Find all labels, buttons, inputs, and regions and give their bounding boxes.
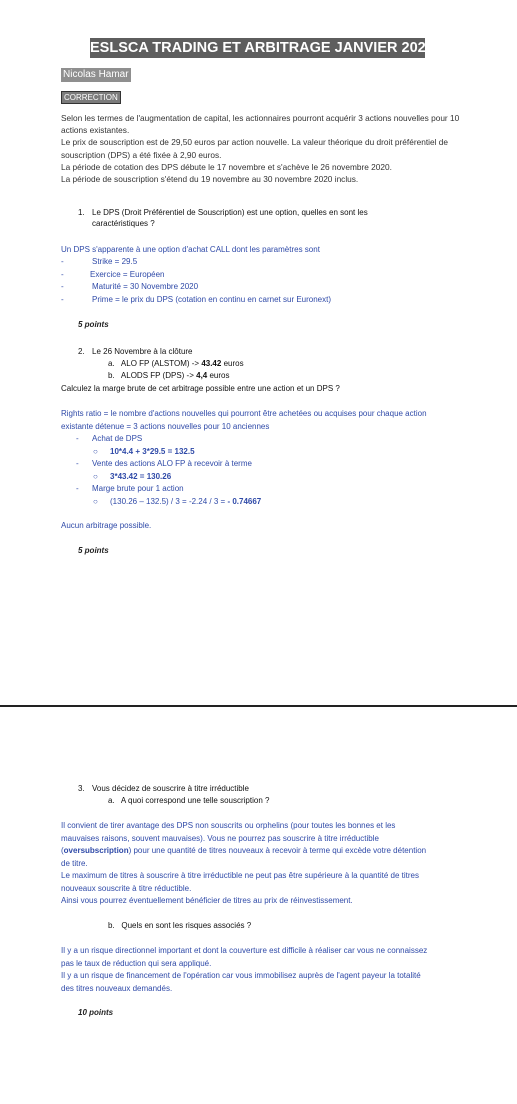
q1-number: 1. [78,208,85,217]
step-label: - Marge brute pour 1 action [76,484,184,493]
q3-text: Vous décidez de souscrire à titre irréductible [92,784,249,793]
param-item: - Maturité = 30 Novembre 2020 [61,282,199,291]
answer-text: Il convient de tirer avantage des DPS non souscrits ou orphelins (pour toutes les bonnes et les mauvaises raisons, souvent mauvaises). Vous ne pourrez pas souscrire à titre irréductible ( [61,821,396,855]
sub-a-value: 43.42 [201,359,222,368]
q2-number: 2. [78,347,85,356]
q3-b-answer [61,945,431,995]
answer-paragraph: Ainsi vous pourrez éventuellement bénéficier de titres au prix de réinvestissement. [61,896,353,905]
answer-emphasis: oversubscription [63,846,129,855]
q2-steps [61,433,481,508]
q2-conclusion: Aucun arbitrage possible. [61,521,152,530]
answer-text: ) pour une quantité de titres nouveaux à recevoir à terme qui excède votre détention de titre. [61,846,427,868]
q1-params-list [61,256,481,306]
q3-number: 3. [78,784,85,793]
answer-paragraph: Le maximum de titres à souscrire à titre irréductible ne peut pas être supérieure à la quantité de titres nouveaux souscrite à titre réductible. [61,871,419,893]
intro-line: La période de cotation des DPS débute le 17 novembre et s'achève le 26 novembre 2020. [61,161,392,172]
answer-paragraph: Il y a un risque directionnel important et dont la couverture est difficile à réaliser car vous ne connaissez pas le taux de réduction qui sera appliqué. [61,946,428,968]
param-text: Prime = le prix du DPS (cotation en continu en carnet sur Euronext) [92,294,332,304]
sub-b-text: Quels en sont les risques associés ? [121,921,252,930]
param-item: - Prime = le prix du DPS (cotation en continu en carnet sur Euronext) [61,294,332,304]
q2-sub-b [108,370,230,381]
step-calc: ○ 3*43.42 = 130.26 [93,471,172,481]
calc-text: 3*43.42 = 130.26 [110,471,172,481]
q1-text: Le DPS (Droit Préférentiel de Souscription) est une option, quelles en sont les caractéristiques ? [92,208,368,228]
step-calc: ○ (130.26 – 132.5) / 3 = -2.24 / 3 = - 0.74667 [93,496,262,506]
step-text: Achat de DPS [92,434,143,443]
param-item: - Exercice = Européen [61,269,165,279]
step-label: - Achat de DPS [76,434,143,443]
intro-line: Le prix de souscription est de 29,50 euros par action nouvelle. La valeur théorique du droit préférentiel de souscription (DPS) a été fixée à 2,90 euros. [61,137,448,160]
sub-b-label: b. [108,921,115,930]
sub-b-label: b. [108,371,115,380]
calc-result: - 0.74667 [227,496,262,506]
sub-b-value: 4,4 [196,371,208,380]
q2-rights-ratio: Rights ratio = le nombre d'actions nouvelles qui pourront être achetées ou acquises pour chaque action existante détenue = 3 actions nouvelles pour 10 anciennes [61,409,427,431]
param-text: Exercice = Européen [90,269,165,279]
sub-a-unit: euros [223,359,244,368]
answer-paragraph: Il y a un risque de financement de l'opération car vous immobilisez auprès de l'agent payeur la totalité des titres nouveaux demandés. [61,971,421,993]
page-divider [0,705,517,707]
intro-line: Selon les termes de l'augmentation de capital, les actionnaires pourront acquérir 3 actions nouvelles pour 10 actions existantes. [61,113,460,136]
calc-text: (130.26 – 132.5) / 3 = -2.24 / 3 = [110,496,226,506]
param-item: - Strike = 29.5 [61,257,138,266]
calc-text: 10*4.4 + 3*29.5 = 132.5 [110,446,195,456]
q3-points: 10 points [78,1008,114,1017]
intro-paragraph [61,112,461,185]
q1-answer-intro: Un DPS s'apparente à une option d'achat CALL dont les paramètres sont [61,245,320,254]
step-label: - Vente des actions ALO FP à recevoir à terme [76,459,252,468]
sub-a-text: A quoi correspond une telle souscription ? [120,796,270,805]
sub-a-label: a. [108,796,115,805]
answer-paragraph [61,820,431,870]
sub-a-label: a. [108,359,115,368]
step-text: Vente des actions ALO FP à recevoir à terme [92,459,252,468]
q2-text: Le 26 Novembre à la clôture [92,347,193,356]
correction-tag: CORRECTION [61,91,121,104]
q3-sub-b [108,920,251,931]
q2-sub-a [108,358,244,369]
intro-line: La période de souscription s'étend du 19 novembre au 30 novembre 2020 inclus. [61,174,359,185]
q3-sub-a [108,795,269,806]
q3-a-answer [61,820,431,908]
q1-points: 5 points [78,320,109,329]
step-calc: ○ 10*4.4 + 3*29.5 = 132.5 [93,446,195,456]
param-text: Strike = 29.5 [92,257,138,266]
sub-b-text: ALODS FP (DPS) -> [120,371,194,380]
document-title: ESLSCA TRADING ET ARBITRAGE JANVIER 2021 [90,40,434,56]
sub-b-unit: euros [209,371,230,380]
sub-a-text: ALO FP (ALSTOM) -> [120,359,200,368]
author-name: Nicolas Hamar [63,69,129,80]
step-text: Marge brute pour 1 action [92,484,184,493]
q2-points: 5 points [78,546,109,555]
param-text: Maturité = 30 Novembre 2020 [92,282,199,291]
q2-question: Calculez la marge brute de cet arbitrage possible entre une action et un DPS ? [61,384,340,393]
